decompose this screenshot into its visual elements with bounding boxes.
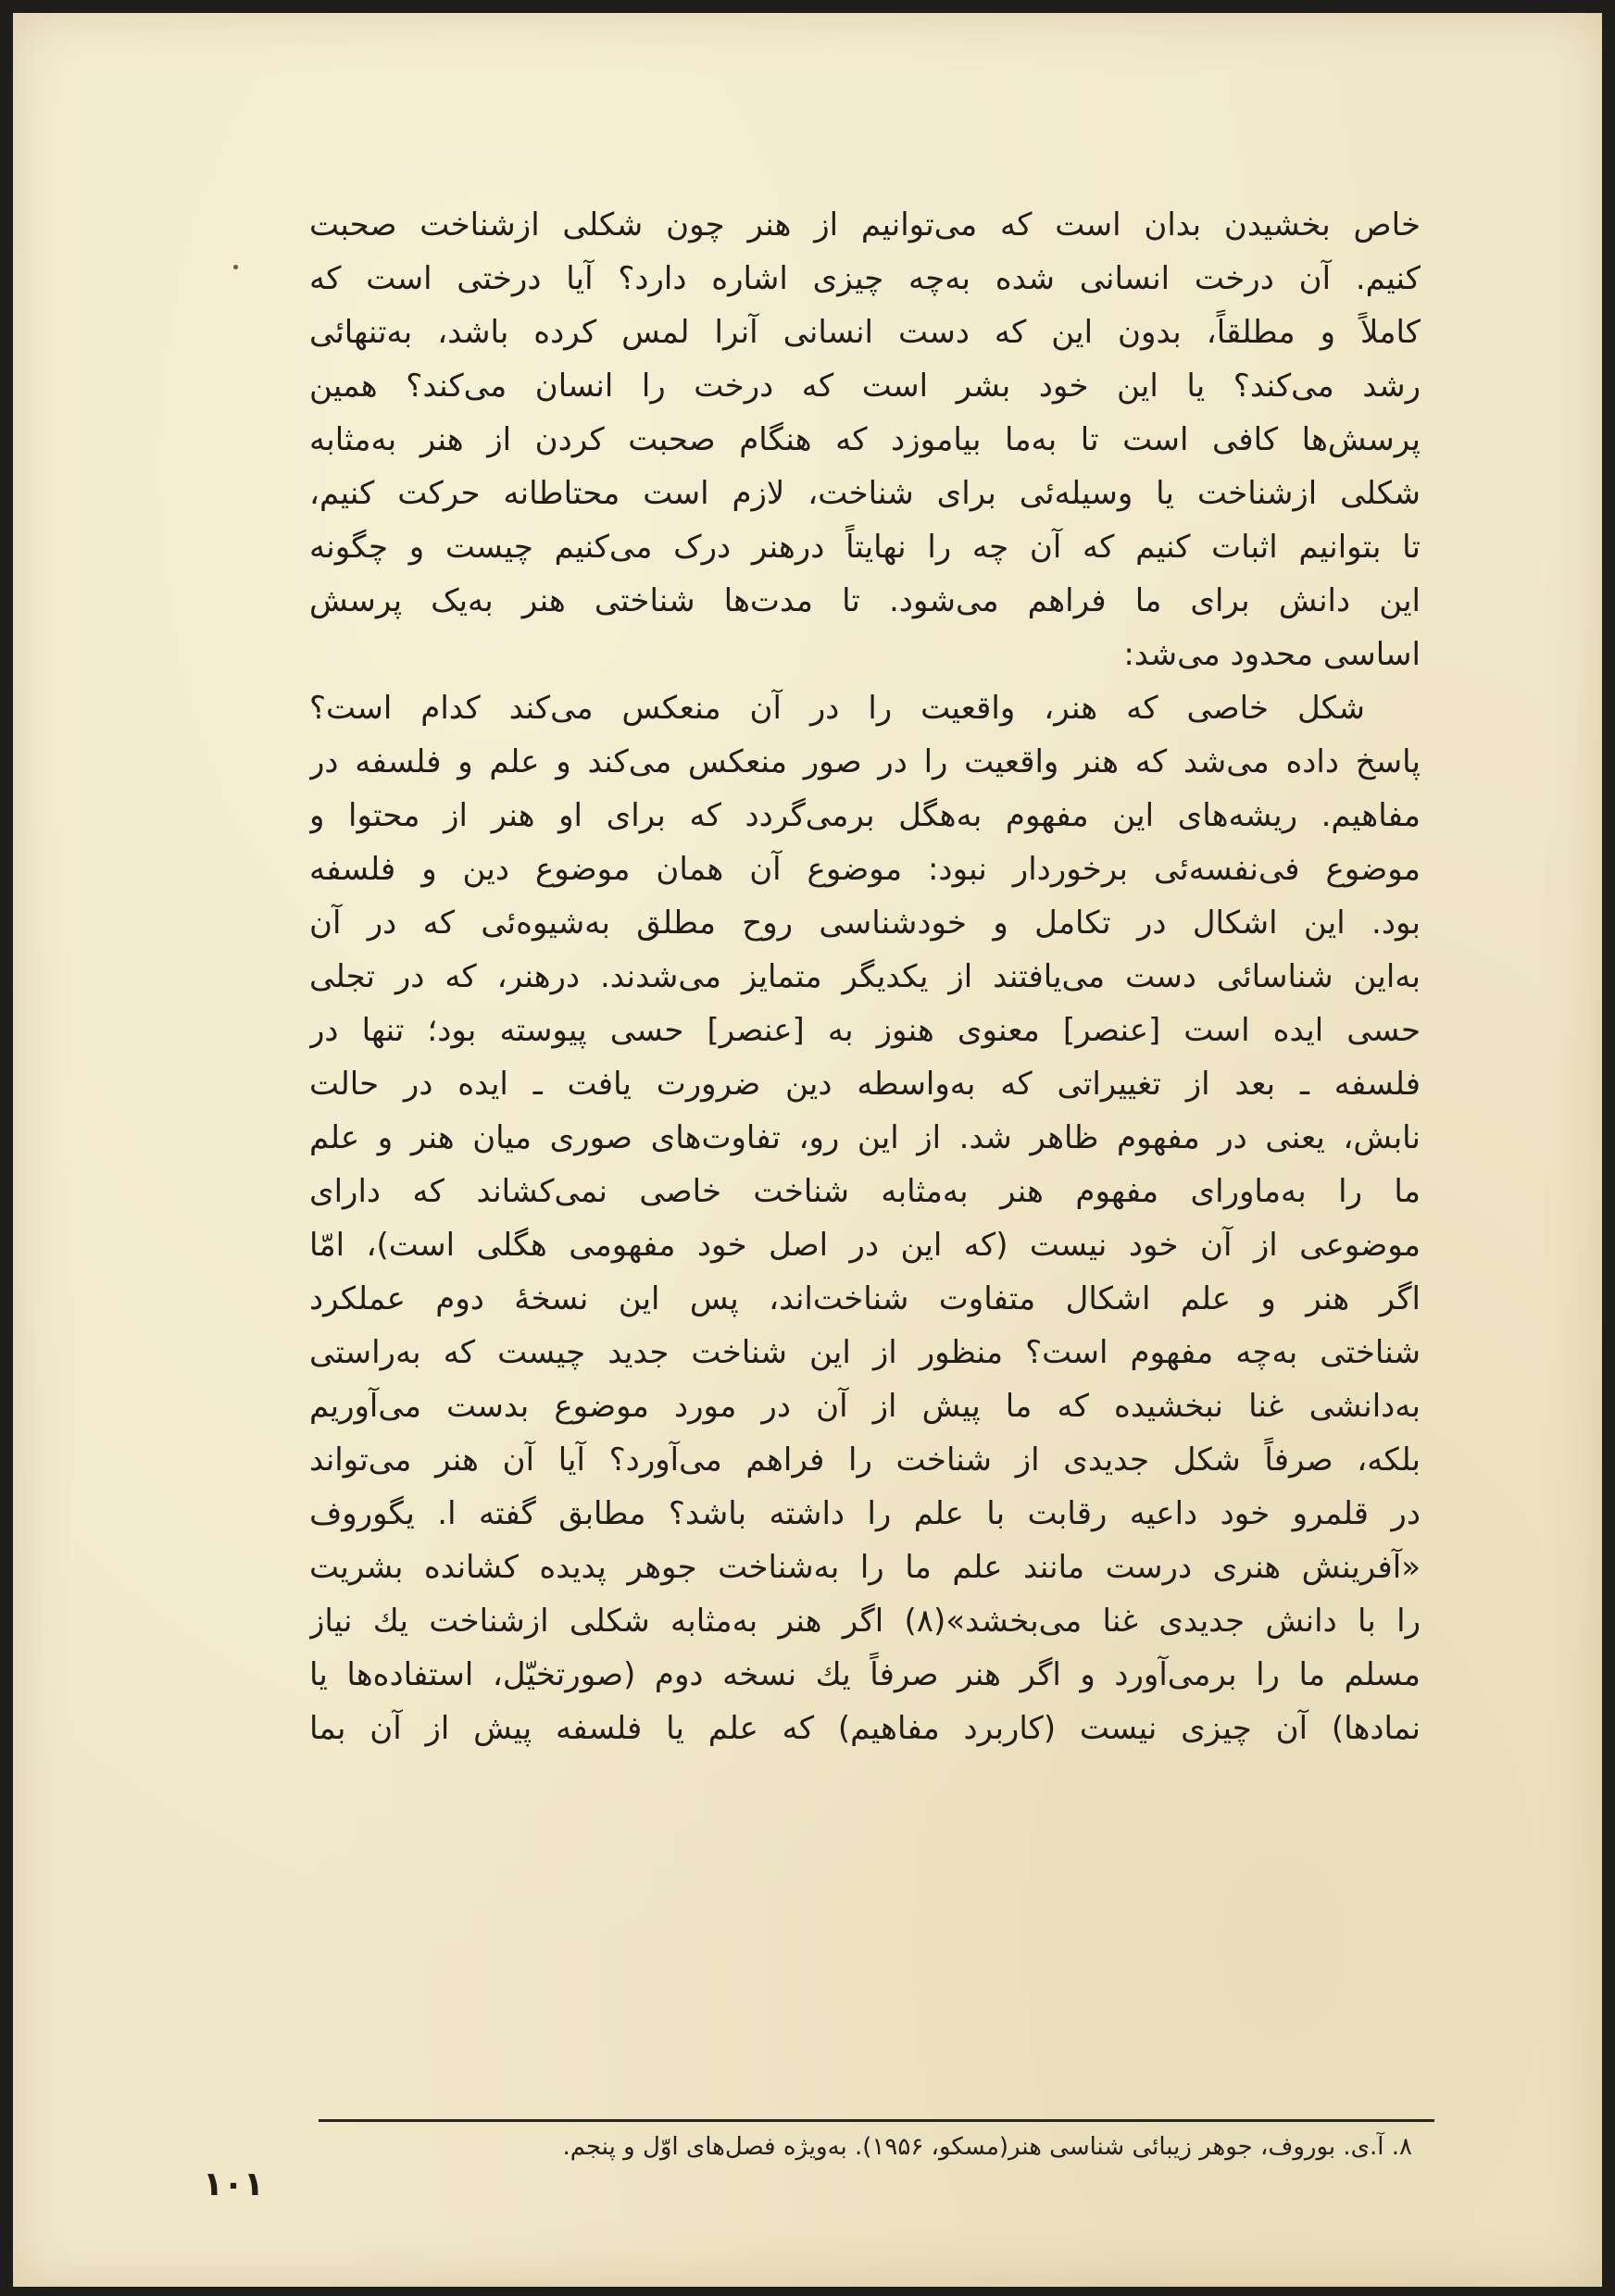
text-line: مفاهیم. ریشه‌های این مفهوم به‌هگل برمی‌گردد که برای او هنر از محتوا و bbox=[309, 797, 1421, 834]
text-line: کنیم. آن درخت انسانی شده به‌چه چیزی اشاره دارد؟ آیا درختی است که bbox=[309, 260, 1421, 297]
text-line: حسی ایده است [عنصر] معنوی هنوز به [عنصر] حسی پیوسته بود؛ تنها در bbox=[309, 1012, 1421, 1049]
question-line: شکل خاصی که هنر، واقعیت را در آن منعکس می‌کند کدام است؟ bbox=[309, 690, 1365, 727]
text-line: ما را به‌ماورای مفهوم هنر به‌مثابه شناخت خاصی نمی‌کشاند که دارای bbox=[309, 1173, 1421, 1210]
text-line: فلسفه ـ بعد از تغییراتی که به‌واسطه دین ضرورت یافت ـ ایده در حالت bbox=[309, 1066, 1421, 1103]
text-line: نمادها) آن چیزی نیست (کاربرد مفاهیم) که علم یا فلسفه پیش از آن بما bbox=[309, 1710, 1421, 1747]
text-line: پاسخ داده می‌شد که هنر واقعیت را در صور منعکس می‌کند و علم و فلسفه در bbox=[309, 743, 1421, 780]
text-line: موضوعی از آن خود نیست (که این در اصل خود مفهومی هگلی است)، امّا bbox=[309, 1227, 1421, 1264]
footnote: ۸. آ.ی. بوروف، جوهر زیبائی شناسی هنر(مسکو، ۱۹۵۶). به‌ویژه فصل‌های اوّل و پنجم. bbox=[562, 2133, 1412, 2161]
text-line: اگر هنر و علم اشکال متفاوت شناخت‌اند، پس این نسخهٔ دوم عملکرد bbox=[309, 1280, 1421, 1317]
text-line: نابش، یعنی در مفهوم ظاهر شد. از این رو، تفاوت‌های صوری میان هنر و علم bbox=[309, 1119, 1421, 1156]
footnote-divider bbox=[319, 2119, 1434, 2122]
text-line: «آفرینش هنری درست مانند علم ما را به‌شناخت جوهر پدیده کشانده بشریت bbox=[309, 1549, 1421, 1586]
text-line: به‌این شناسائی دست می‌یافتند از یکدیگر متمایز می‌شدند. درهنر، که در تجلی bbox=[309, 958, 1421, 995]
text-line: در قلمرو خود داعیه رقابت با علم را داشته باشد؟ مطابق گفته ا. یگوروف bbox=[309, 1495, 1421, 1532]
book-page bbox=[13, 13, 1602, 2287]
text-line: تا بتوانیم اثبات کنیم که آن چه را نهایتاً درهنر درک می‌کنیم چیست و چگونه bbox=[309, 529, 1421, 566]
text-line: به‌دانشی غنا نبخشیده که ما پیش از آن در مورد موضوع بدست می‌آوریم bbox=[309, 1388, 1421, 1425]
text-line: شناختی به‌چه مفهوم است؟ منظور از این شناخت جدید چیست که به‌راستی bbox=[309, 1334, 1421, 1371]
text-line: اساسی محدود می‌شد: bbox=[1123, 636, 1421, 673]
text-line: رشد می‌کند؟ یا این خود بشر است که درخت را انسان می‌کند؟ همین bbox=[309, 368, 1421, 405]
body-text bbox=[309, 198, 1421, 1755]
text-line: را با دانش جدیدی غنا می‌بخشد»(۸) اگر هنر به‌مثابه شکلی ازشناخت یك نیاز bbox=[309, 1603, 1421, 1640]
text-line: بود. این اشکال در تکامل و خودشناسی روح مطلق به‌شیوه‌ئی که در آن bbox=[309, 905, 1421, 942]
text-line: بلکه، صرفاً شکل جدیدی از شناخت را فراهم می‌آورد؟ آیا آن هنر می‌تواند bbox=[309, 1441, 1421, 1479]
text-line: خاص بخشیدن بدان است که می‌توانیم از هنر چون شکلی ازشناخت صحبت bbox=[309, 206, 1421, 243]
text-line: پرسش‌ها کافی است تا به‌ما بیاموزد که هنگام صحبت کردن از هنر به‌مثابه bbox=[309, 421, 1421, 458]
paper-spot bbox=[233, 265, 238, 269]
text-line: این دانش برای ما فراهم می‌شود. تا مدت‌ها شناختی هنر به‌یک پرسش bbox=[309, 582, 1421, 619]
text-line: موضوع فی‌نفسه‌ئی برخوردار نبود: موضوع آن همان موضوع دین و فلسفه bbox=[309, 851, 1421, 888]
page-number: ۱۰۱ bbox=[203, 2165, 264, 2203]
text-line: کاملاً و مطلقاً، بدون این که دست انسانی آنرا لمس کرده باشد، به‌تنهائی bbox=[309, 314, 1421, 351]
text-line: شکلی ازشناخت یا وسیله‌ئی برای شناخت، لازم است محتاطانه حرکت کنیم، bbox=[309, 475, 1421, 512]
text-line: مسلم ما را برمی‌آورد و اگر هنر صرفاً یك نسخه دوم (صورتخیّل، استفاده‌ها یا bbox=[309, 1656, 1421, 1693]
